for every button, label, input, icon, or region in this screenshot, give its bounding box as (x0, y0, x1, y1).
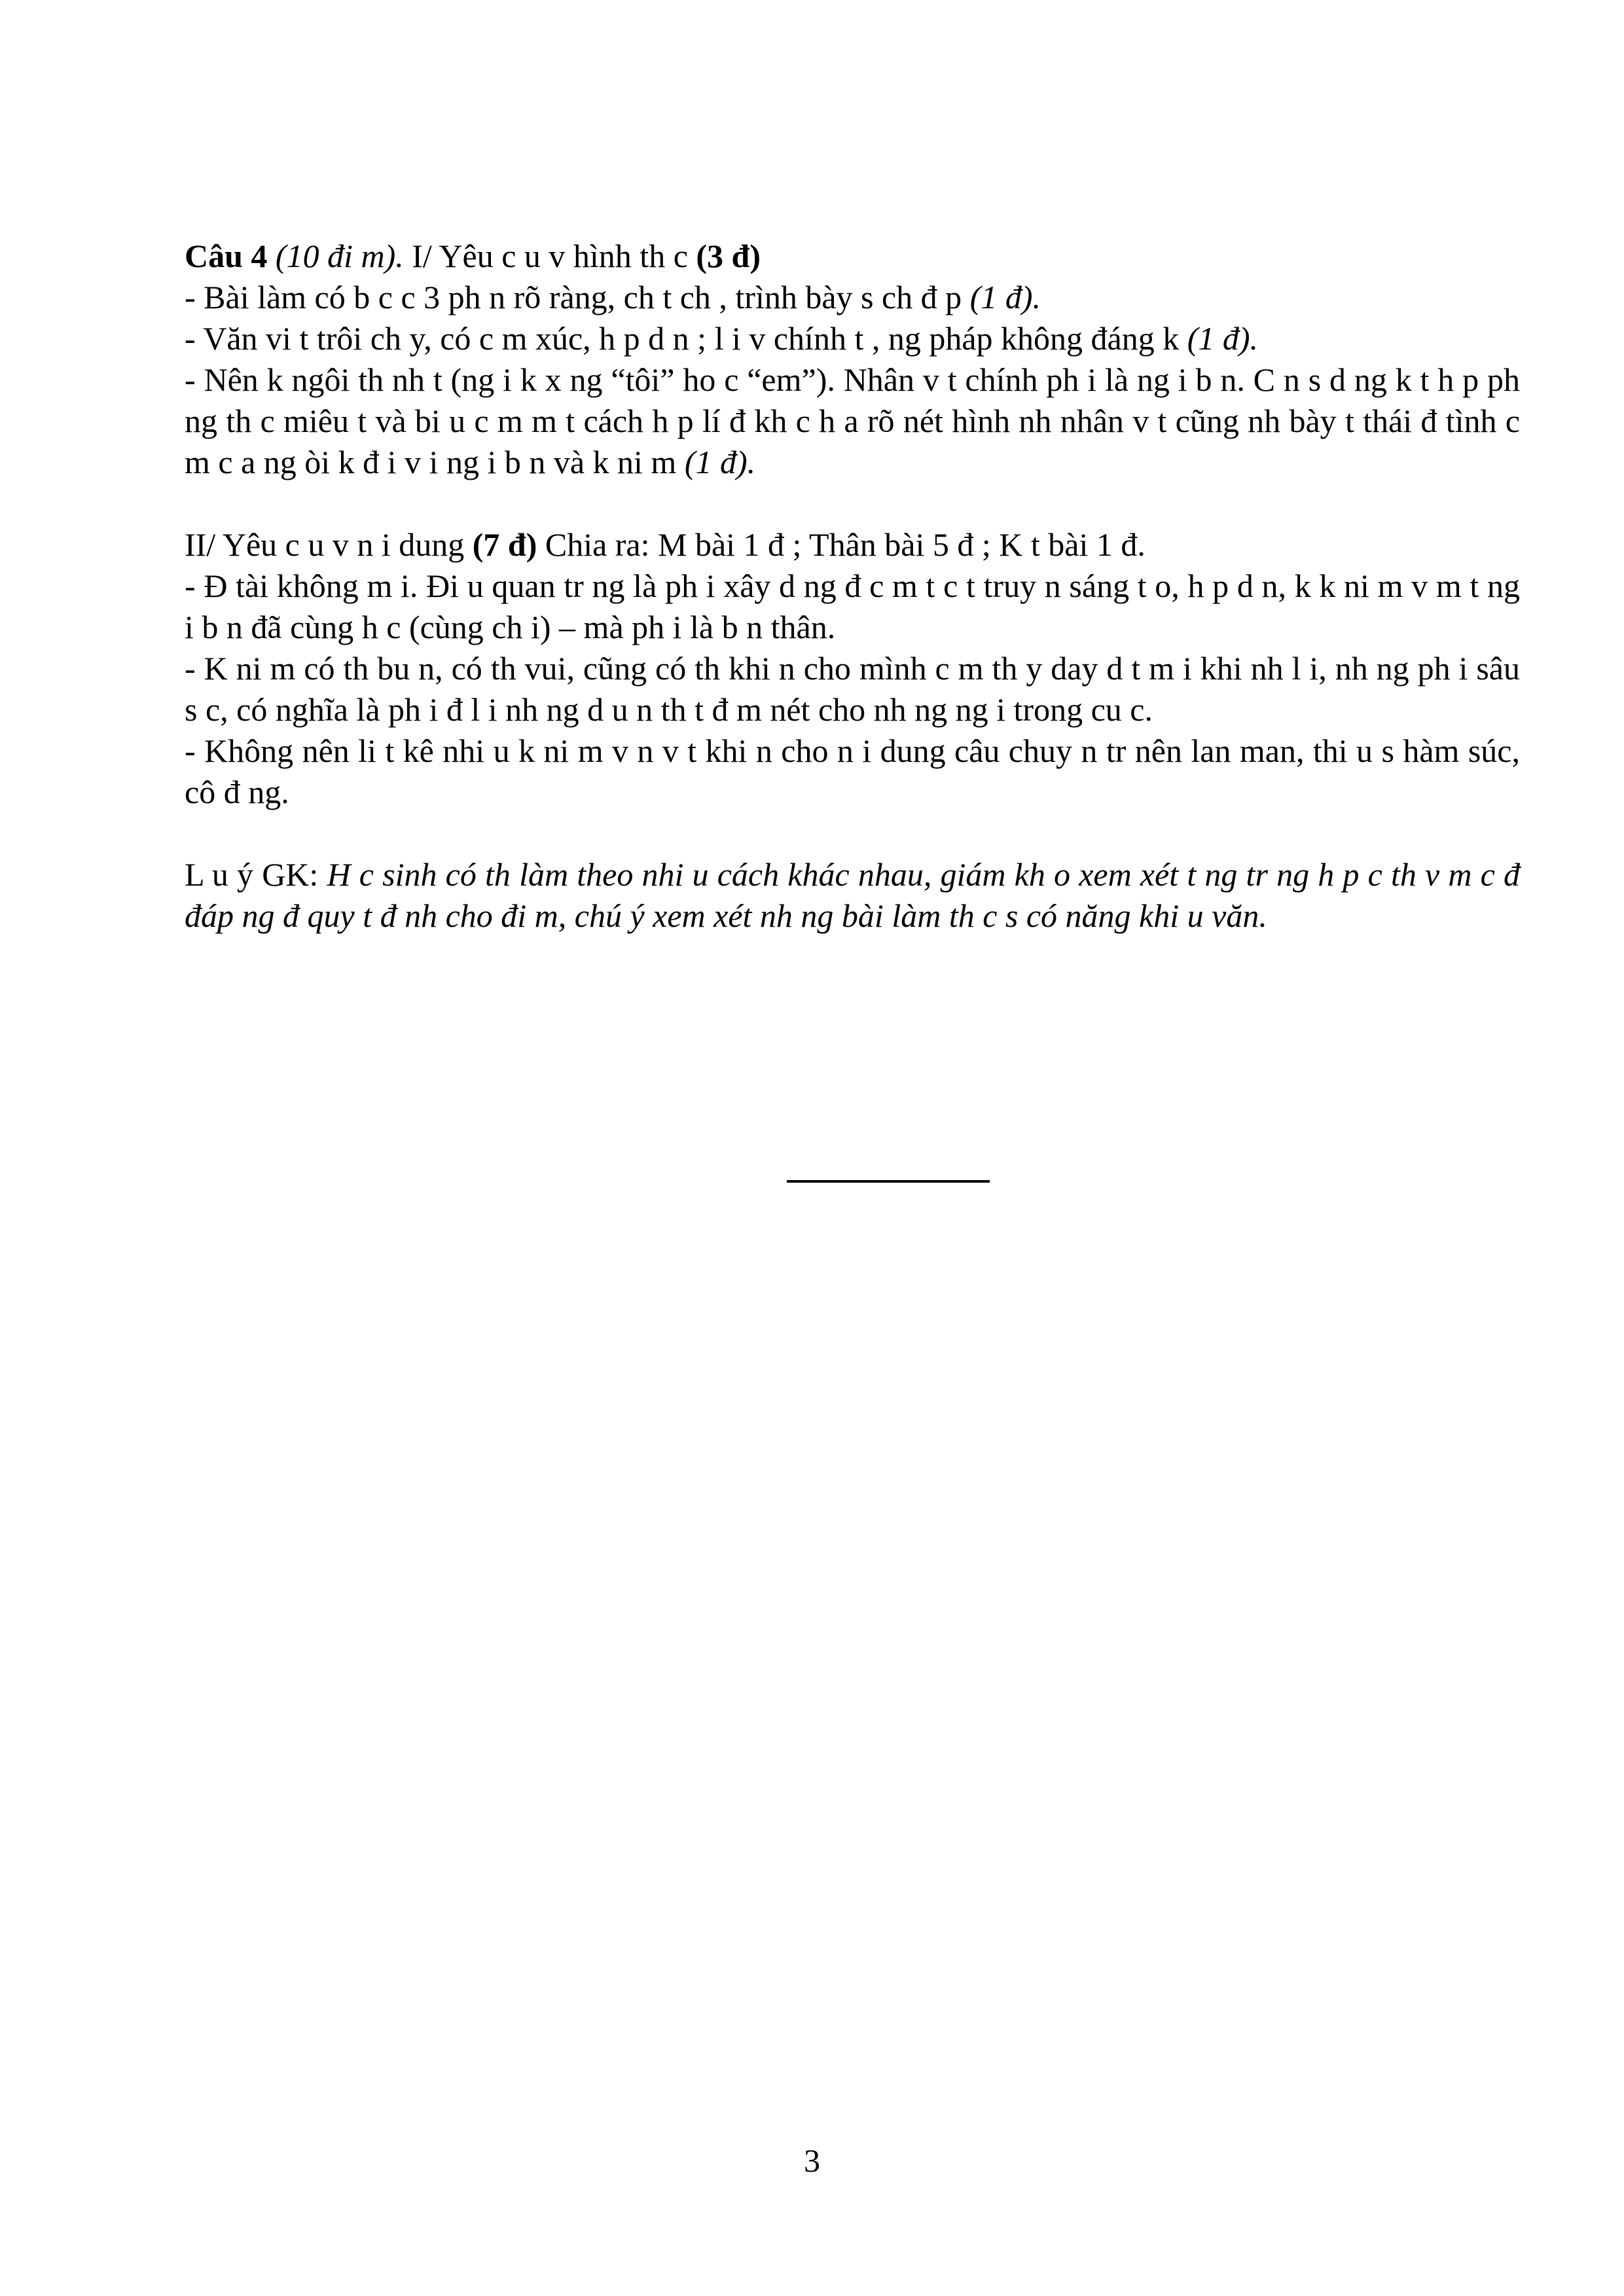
question-heading (185, 236, 1520, 277)
section2-title: II/ Yêu c u v n i dung (185, 526, 465, 563)
list-item: - Bài làm có b c c 3 ph n rõ ràng, ch t ch , trình bày s ch đ p (1 đ). (185, 279, 1041, 315)
note-text: H c sinh có th làm theo nhi u cách khác nhau, giám kh o xem xét t ng tr ng h p c th v m c đ đáp ng đ quy t đ nh cho đi m, chú ý xem xét nh ng bài làm th c s có năng khi u văn. (185, 856, 1521, 934)
question-points: (10 đi m). (275, 238, 404, 274)
section2-points: (7 đ) (472, 526, 537, 563)
list-item: - K ni m có th bu n, có th vui, cũng có th khi n cho mình c m th y day d t m i khi nh l i, nh ng ph i sâu s c, có nghĩa là ph i đ l i nh ng d u n th t đ m nét cho nh ng ng i trong cu c. (185, 650, 1520, 728)
end-rule-divider (787, 1180, 990, 1183)
note-label: L u ý GK: (185, 856, 319, 893)
list-item: - Văn vi t trôi ch y, có c m xúc, h p d n ; l i v chính t , ng pháp không đáng k (1 đ). (185, 320, 1259, 357)
section2-heading (185, 524, 1520, 565)
question-label: Câu 4 (185, 238, 268, 274)
page-number: 3 (804, 2142, 820, 2179)
section1-points: (3 đ) (696, 238, 761, 274)
section-content-requirements (185, 524, 1520, 813)
section1-title: I/ Yêu c u v hình th c (412, 238, 688, 274)
section2-split: Chia ra: M bài 1 đ ; Thân bài 5 đ ; K t bài 1 đ. (545, 526, 1146, 563)
answer-key-content (185, 236, 1520, 937)
grader-note (185, 854, 1520, 937)
section-form-requirements (185, 236, 1520, 483)
list-item: - Không nên li t kê nhi u k ni m v n v t khi n cho n i dung câu chuy n tr nên lan man, thi u s hàm súc, cô đ ng. (185, 732, 1520, 810)
list-item: - Nên k ngôi th nh t (ng i k x ng “tôi” ho c “em”). Nhân v t chính ph i là ng i b n. C n s d ng k t h p ph ng th c miêu t và bi u c m m t cách h p lí đ kh c h a rõ nét hình nh nhân v t cũng nh bày t thái đ tình c m c a ng òi k đ i v i ng i b n và k ni m (1 đ). (185, 361, 1520, 480)
list-item: - Đ tài không m i. Đi u quan tr ng là ph i xây d ng đ c m t c t truy n sáng t o, h p d n, k k ni m v m t ng i b n đã cùng h c (cùng ch i) – mà ph i là b n thân. (185, 567, 1520, 645)
